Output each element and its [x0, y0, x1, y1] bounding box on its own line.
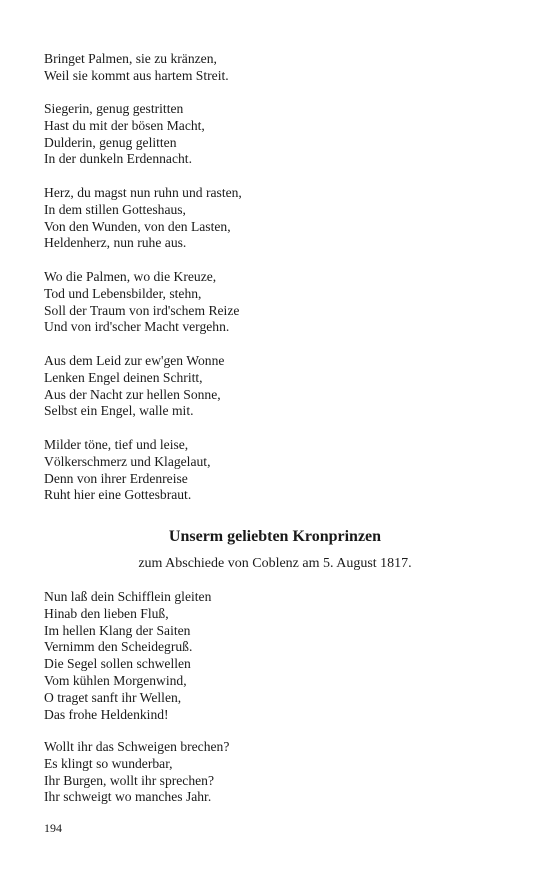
verse-line: In dem stillen Gotteshaus,	[44, 201, 186, 217]
verse-line: Vernimm den Scheidegruß.	[44, 639, 193, 655]
page-number: 194	[44, 821, 62, 835]
verse-line: Das frohe Heldenkind!	[44, 706, 169, 722]
stanza	[44, 353, 224, 420]
stanza	[44, 589, 211, 723]
verse-line: Im hellen Klang der Saiten	[44, 622, 191, 638]
verse-line: In der dunkeln Erdennacht.	[44, 151, 192, 167]
verse-line: Weil sie kommt aus hartem Streit.	[44, 67, 229, 83]
verse-line: Lenken Engel deinen Schritt,	[44, 369, 203, 385]
poem-subtitle: zum Abschiede von Coblenz am 5. August 1817.	[138, 556, 412, 571]
verse-line: Ihr Burgen, wollt ihr sprechen?	[44, 772, 215, 788]
verse-line: Soll der Traum von ird'schem Reize	[44, 302, 240, 318]
verse-line: Dulderin, genug gelitten	[44, 134, 177, 150]
verse-line: Siegerin, genug gestritten	[44, 101, 184, 116]
verse-line: Heldenherz, nun ruhe aus.	[44, 235, 187, 251]
stanza	[44, 101, 205, 168]
verse-line: Selbst ein Engel, walle mit.	[44, 403, 194, 419]
stanza	[44, 185, 242, 252]
verse-line: Bringet Palmen, sie zu kränzen,	[44, 51, 217, 66]
stanza	[44, 51, 229, 85]
verse-line: Aus der Nacht zur hellen Sonne,	[44, 386, 221, 402]
verse-line: Hinab den lieben Fluß,	[44, 605, 169, 621]
stanza	[44, 437, 210, 504]
verse-line: Milder töne, tief und leise,	[44, 437, 189, 452]
verse-line: Ihr schweigt wo manches Jahr.	[44, 789, 212, 805]
verse-line: Von den Wunden, von den Lasten,	[44, 218, 231, 234]
verse-line: Tod und Lebensbilder, stehn,	[44, 285, 202, 301]
stanza	[44, 269, 239, 336]
verse-line: Herz, du magst nun ruhn und rasten,	[44, 185, 242, 200]
verse-line: Ruht hier eine Gottesbraut.	[44, 487, 192, 503]
verse-line: Wollt ihr das Schweigen brechen?	[44, 739, 230, 754]
verse-line: Nun laß dein Schifflein gleiten	[44, 589, 212, 604]
verse-line: Die Segel sollen schwellen	[44, 656, 191, 672]
verse-line: Und von ird'scher Macht vergehn.	[44, 319, 230, 335]
verse-line: O traget sanft ihr Wellen,	[44, 689, 182, 705]
verse-line: Denn von ihrer Erdenreise	[44, 470, 188, 486]
verse-line: Völkerschmerz und Klagelaut,	[44, 453, 211, 469]
verse-line: Es klingt so wunderbar,	[44, 755, 173, 771]
verse-line: Vom kühlen Morgenwind,	[44, 672, 187, 688]
verse-line: Wo die Palmen, wo die Kreuze,	[44, 269, 217, 284]
verse-line: Hast du mit der bösen Macht,	[44, 117, 205, 133]
verse-line: Aus dem Leid zur ew'gen Wonne	[44, 353, 225, 368]
stanza	[44, 739, 229, 806]
poem-title: Unserm geliebten Kronprinzen	[168, 528, 382, 545]
